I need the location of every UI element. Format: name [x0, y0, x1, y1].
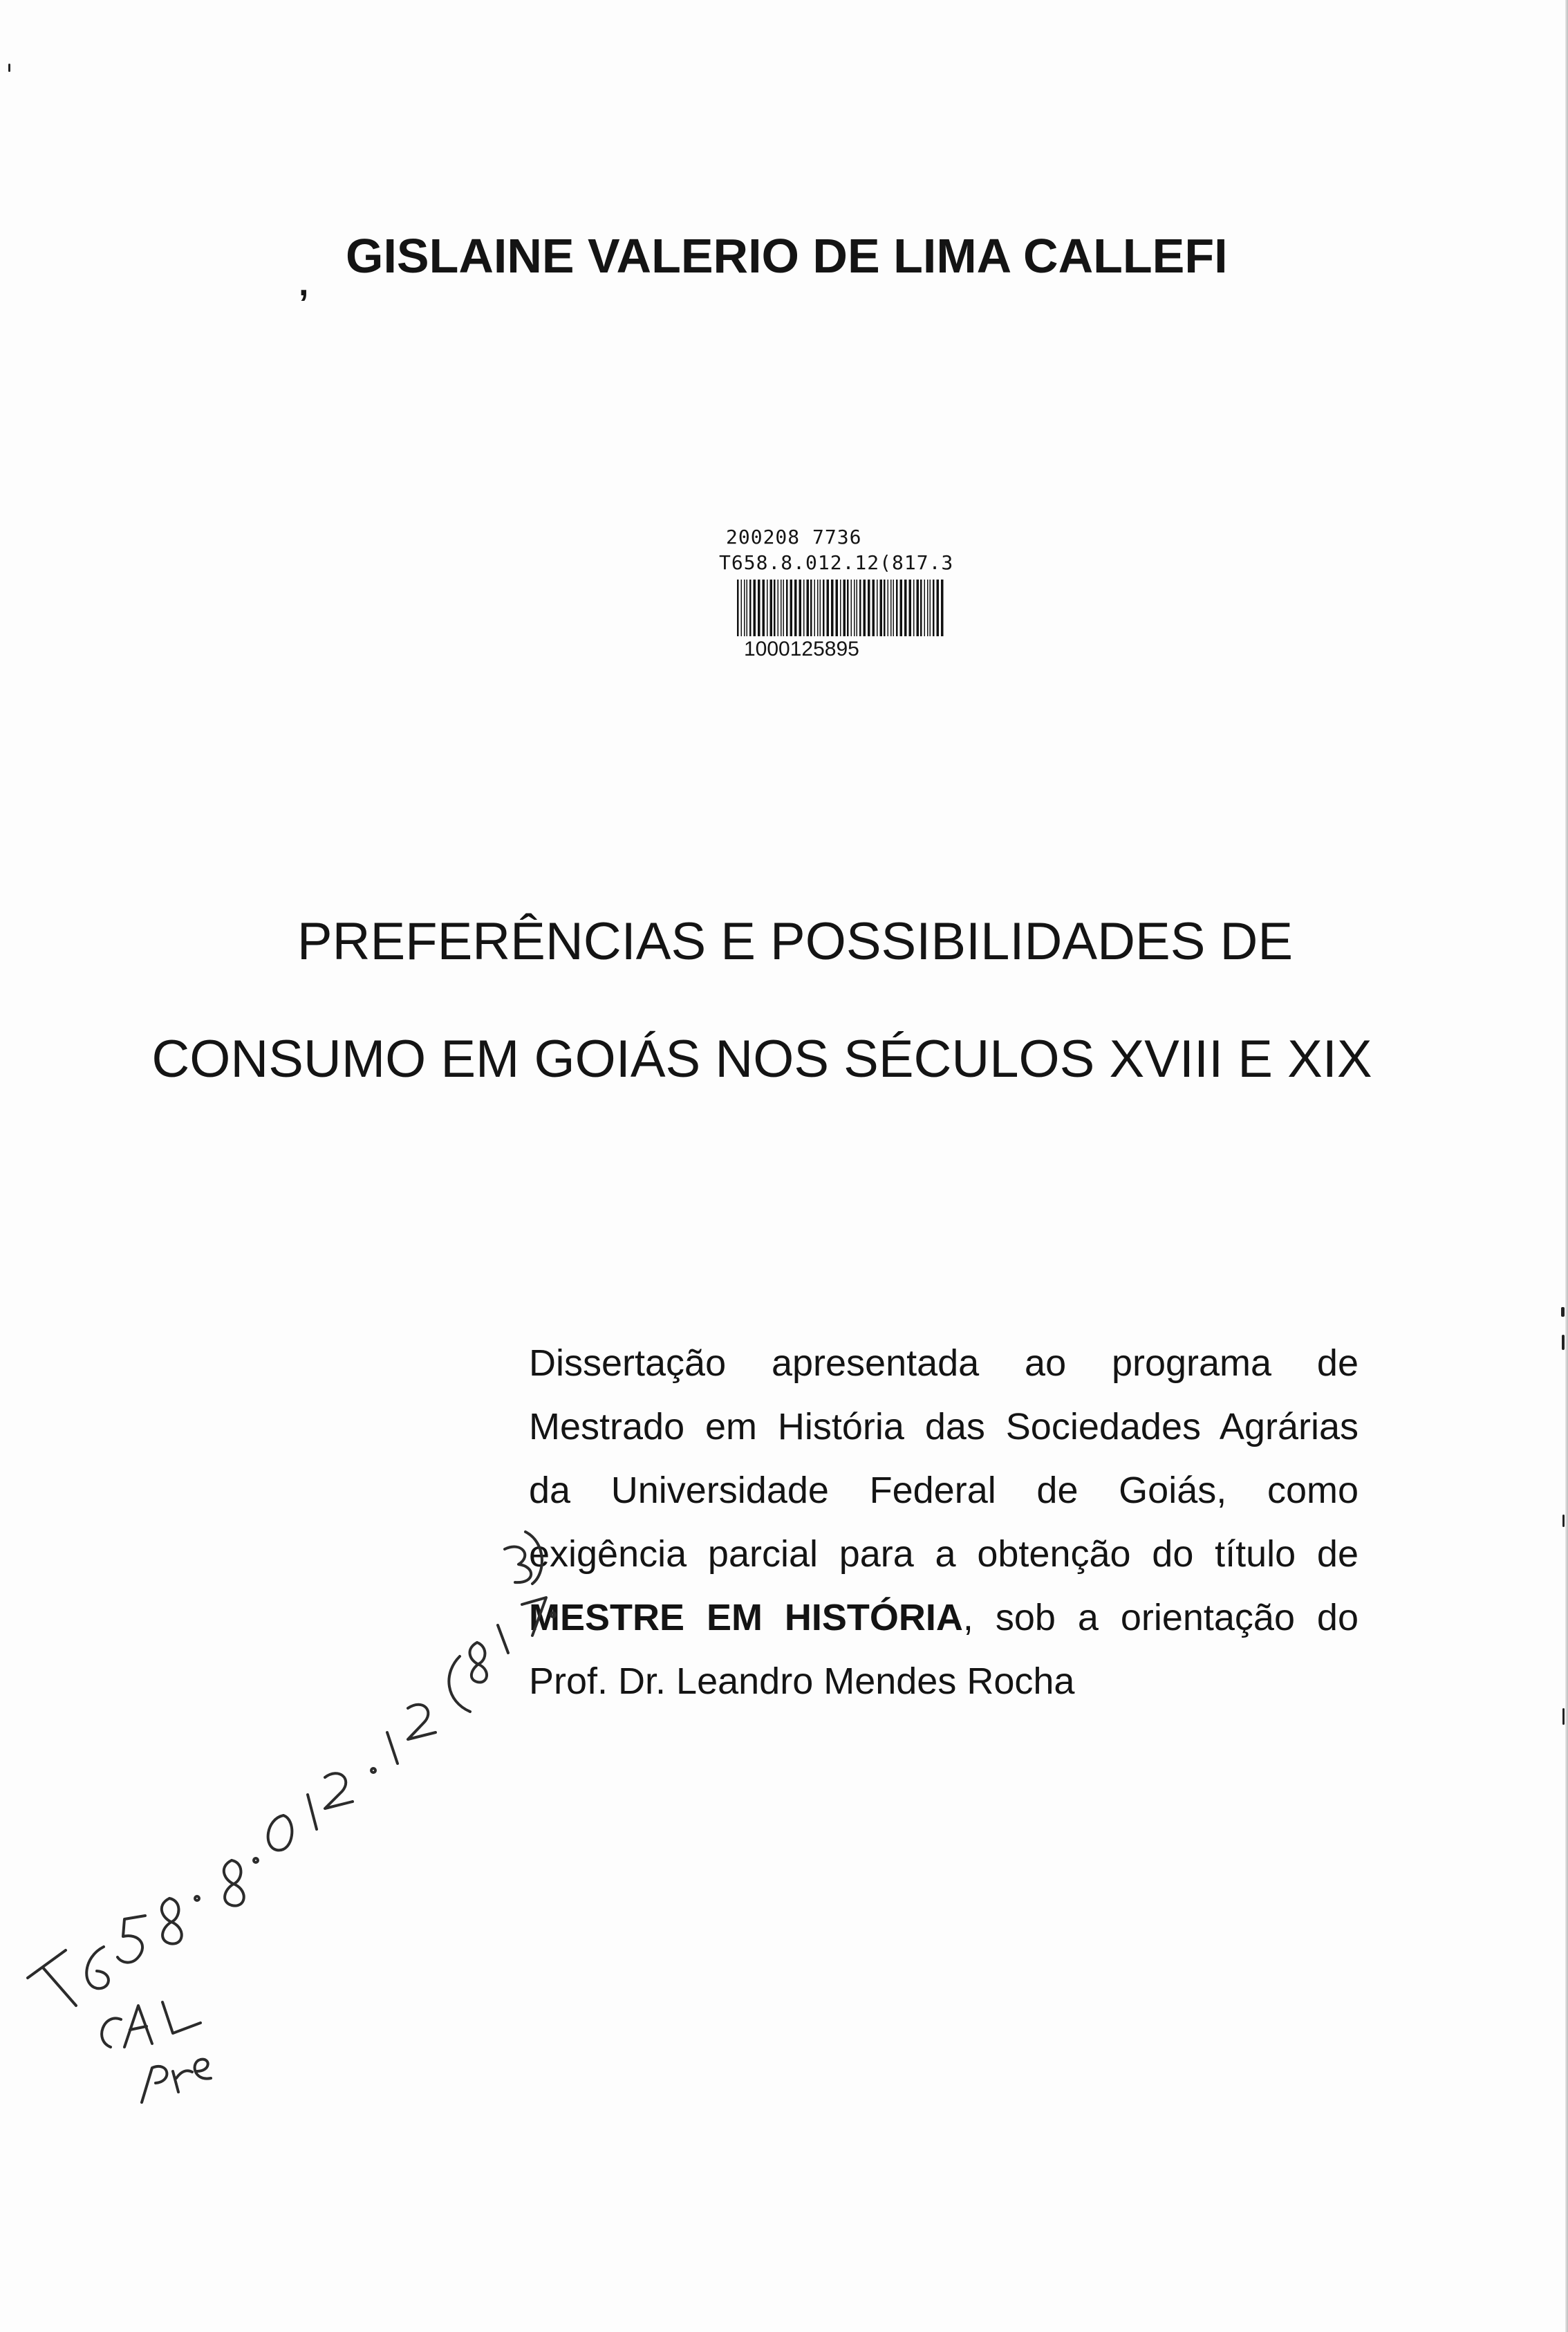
barcode-bar: [927, 580, 928, 636]
barcode-bar: [831, 580, 834, 636]
barcode-bar: [749, 580, 752, 636]
dissertation-description: [529, 1331, 1359, 1713]
scan-speck: [1562, 1335, 1565, 1350]
scan-speck: [1562, 1515, 1565, 1527]
barcode-bar: [859, 580, 861, 636]
library-barcode-label: [719, 526, 954, 661]
barcode-bar: [896, 580, 898, 636]
scan-edge: [1565, 0, 1568, 2332]
barcode-bar: [783, 580, 785, 636]
scan-speck: [1562, 1708, 1565, 1725]
barcode-bar: [836, 580, 839, 636]
barcode-bar: [767, 580, 768, 636]
barcode-bar: [941, 580, 944, 636]
description-line: da Universidade Federal de Goiás, como: [529, 1470, 1359, 1511]
author-name: GISLAINE VALERIO DE LIMA CALLEFI: [346, 229, 1228, 283]
barcode-bar: [930, 580, 931, 636]
barcode-bar: [924, 580, 926, 636]
barcode-bar: [854, 580, 855, 636]
barcode-bar: [864, 580, 866, 636]
barcode-bar: [741, 580, 743, 636]
scan-speck: [1561, 1307, 1565, 1317]
barcode-bar: [744, 580, 745, 636]
barcode-bar: [847, 580, 849, 636]
barcode-bar: [758, 580, 760, 636]
barcode-bar: [843, 580, 846, 636]
barcode-bar: [781, 580, 782, 636]
barcode-bar: [770, 580, 773, 636]
barcode-bar: [890, 580, 892, 636]
barcode-bar: [872, 580, 875, 636]
barcode-bar: [820, 580, 821, 636]
barcode-bar: [880, 580, 883, 636]
barcode-bar: [937, 580, 940, 636]
barcode-bars: [736, 580, 947, 636]
barcode-bar: [747, 580, 748, 636]
barcode-bar: [807, 580, 810, 636]
barcode-bar: [868, 580, 870, 636]
scan-speck: [8, 64, 10, 72]
barcode-bar: [763, 580, 765, 636]
barcode-bar: [737, 580, 739, 636]
barcode-bar: [810, 580, 812, 636]
barcode-bar: [799, 580, 802, 636]
description-line: exigência parcial para a obtenção do título de: [529, 1533, 1359, 1575]
barcode-bar: [803, 580, 805, 636]
barcode-bar: [794, 580, 797, 636]
barcode-bar: [786, 580, 788, 636]
description-line: Dissertação apresentada ao programa de: [529, 1342, 1359, 1384]
degree-title: MESTRE EM HISTÓRIA: [529, 1597, 963, 1638]
barcode-bar: [904, 580, 907, 636]
description-line-rest: , sob a orientação do: [962, 1597, 1359, 1638]
barcode-bar: [857, 580, 858, 636]
barcode-bar: [920, 580, 922, 636]
author-bullet: ,: [299, 263, 309, 304]
barcode-bar: [790, 580, 793, 636]
barcode-bar: [840, 580, 841, 636]
barcode-bar: [851, 580, 852, 636]
barcode-number: 1000125895: [744, 638, 859, 660]
description-line: Mestrado em História das Sociedades Agrárias: [529, 1406, 1359, 1447]
barcode-bar: [774, 580, 776, 636]
barcode-bar: [884, 580, 886, 636]
description-line-degree: [529, 1586, 1359, 1649]
barcode-bar: [877, 580, 878, 636]
barcode-registration-number: 200208 7736: [726, 526, 862, 548]
barcode-bar: [827, 580, 830, 636]
barcode-call-number: T658.8.012.12(817.3: [719, 551, 954, 574]
barcode-bar: [909, 580, 912, 636]
barcode-bar: [817, 580, 819, 636]
barcode-bar: [778, 580, 779, 636]
thesis-title-line-2: CONSUMO EM GOIÁS NOS SÉCULOS XVIII E XIX: [151, 1030, 1372, 1089]
barcode-bar: [933, 580, 935, 636]
barcode-bar: [823, 580, 825, 636]
barcode-bar: [814, 580, 816, 636]
thesis-title-line-1: PREFERÊNCIAS E POSSIBILIDADES DE: [297, 912, 1294, 971]
barcode-bar: [917, 580, 920, 636]
barcode-bar: [900, 580, 903, 636]
barcode-bar: [888, 580, 889, 636]
advisor-line: Prof. Dr. Leandro Mendes Rocha: [529, 1660, 1075, 1702]
barcode-bar: [913, 580, 915, 636]
barcode-bar: [754, 580, 756, 636]
barcode-bar: [893, 580, 895, 636]
